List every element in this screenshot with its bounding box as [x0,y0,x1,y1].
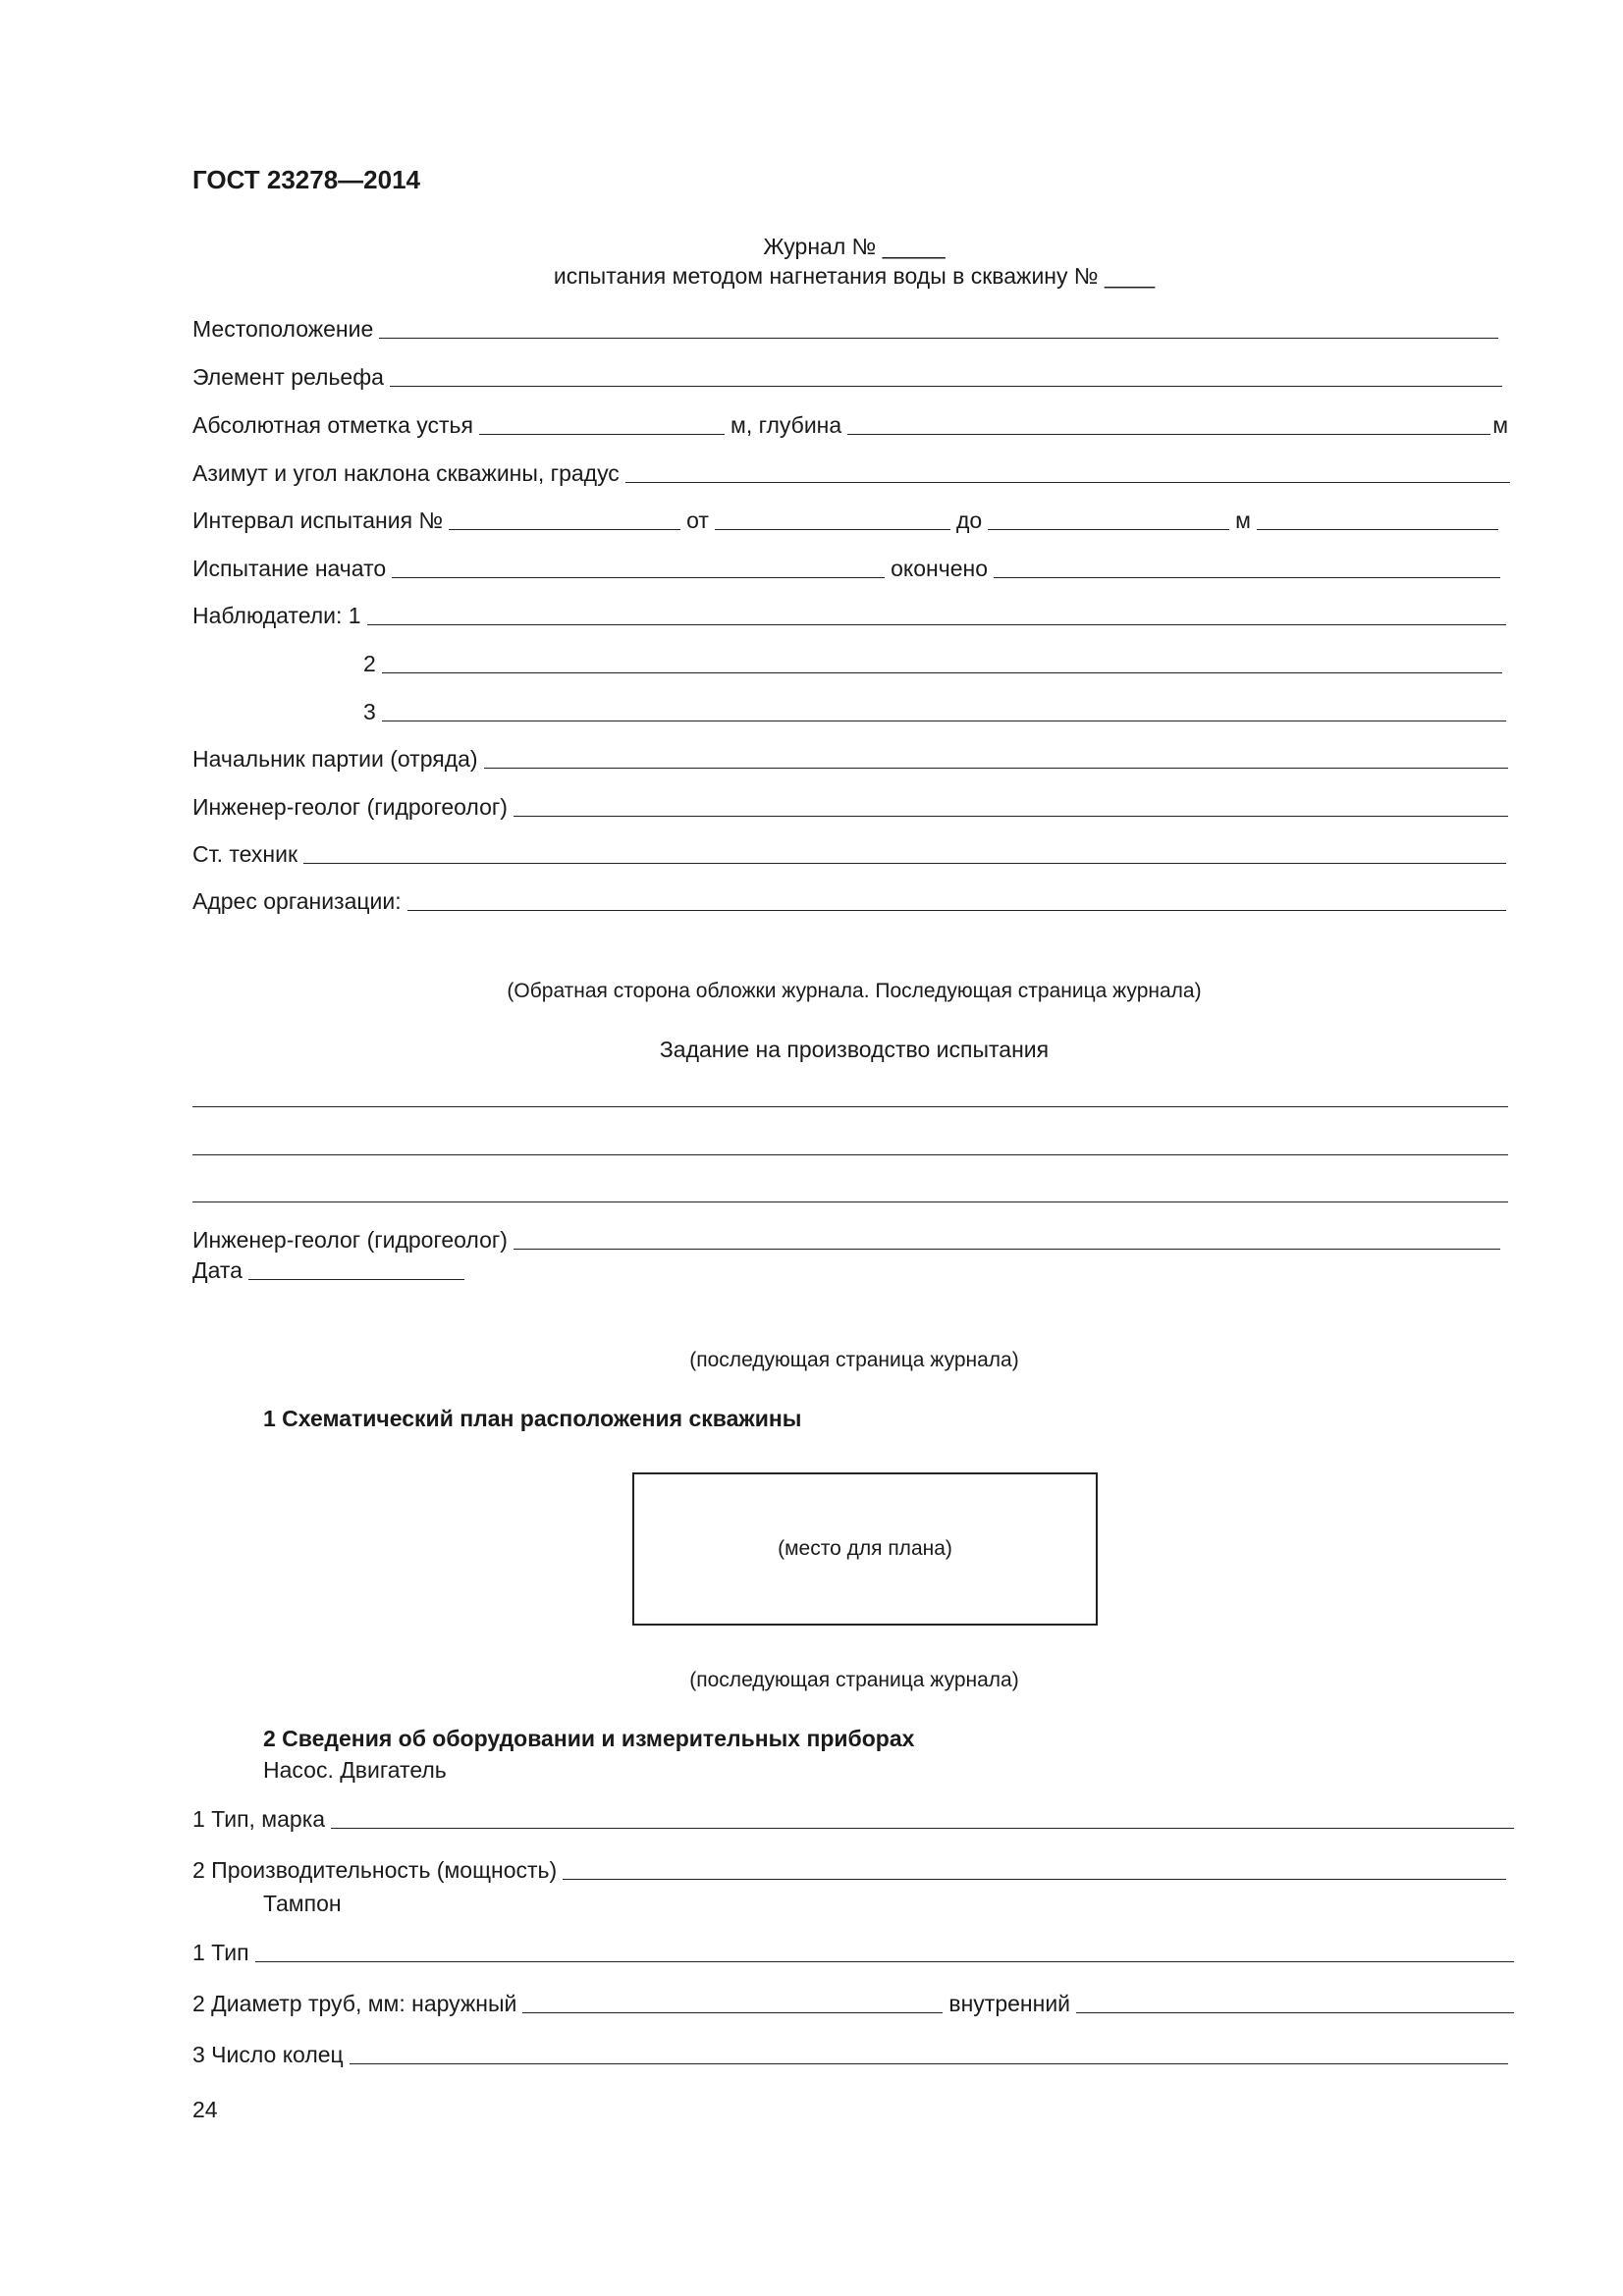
plan-placeholder: (место для плана) [778,1537,952,1561]
address-label: Адрес организации: [192,888,402,915]
task-engineer-field[interactable] [514,1227,1500,1250]
address-row [192,888,1512,916]
test-dates-row [192,556,1506,583]
observer3-label: 3 [363,699,376,725]
observer1-row [192,603,1512,630]
observer2-row [363,651,1508,678]
pump-title: Насос. Двигатель [263,1757,447,1783]
interval-row [192,507,1504,535]
started-label: Испытание начато [192,556,387,582]
location-row [192,316,1504,344]
pump-type-field[interactable] [331,1806,1514,1829]
plan-box [632,1472,1098,1626]
back-cover-caption: (Обратная сторона обложки журнала. Последующая страница журнала) [507,980,1202,1002]
observer3-field[interactable] [382,699,1506,721]
inner-diameter-label: внутренний [948,1991,1071,2017]
depth-field[interactable] [847,412,1490,435]
address-field[interactable] [407,888,1506,911]
abs-mark-row [192,412,1508,440]
tampon-type-row [192,1940,1520,1967]
technician-field[interactable] [303,841,1506,864]
technician-label: Ст. техник [192,841,298,868]
date-row [192,1257,470,1285]
observer1-field[interactable] [367,603,1506,625]
interval-unit-field[interactable] [1257,507,1498,530]
relief-row [192,364,1508,392]
engineer-field[interactable] [514,794,1508,817]
depth-unit: м [1492,412,1508,439]
engineer-row [192,794,1514,822]
section2-caption: (последующая страница журнала) [689,1669,1019,1691]
party-chief-label: Начальник партии (отряда) [192,746,478,773]
technician-row [192,841,1512,869]
journal-subtitle: испытания методом нагнетания воды в скважину № ____ [553,263,1156,289]
interval-unit: м [1235,507,1251,534]
section1-heading: 1 Схематический план расположения скважины [263,1406,802,1431]
to-label: до [955,507,983,534]
tampon-type-field[interactable] [255,1940,1514,1962]
observer3-row [363,699,1512,726]
pump-capacity-row [192,1857,1512,1885]
tampon-type-label: 1 Тип [192,1940,249,1966]
observer2-field[interactable] [382,651,1502,673]
to-field[interactable] [988,507,1229,530]
abs-mark-field[interactable] [479,412,725,435]
date-field[interactable] [248,1257,464,1280]
task-line-1[interactable] [192,1106,1508,1107]
section2-heading: 2 Сведения об оборудовании и измерительных приборах [263,1726,915,1751]
date-label: Дата [192,1257,243,1284]
inner-diameter-field[interactable] [1076,1991,1514,2013]
pump-type-label: 1 Тип, марка [192,1806,326,1833]
azimuth-row [192,460,1516,488]
rings-row [192,2042,1514,2069]
from-label: от [686,507,709,534]
interval-number-field[interactable] [449,507,680,530]
task-line-2[interactable] [192,1154,1508,1155]
pipe-diameter-row [192,1991,1520,2018]
pump-capacity-field[interactable] [563,1857,1506,1880]
abs-mark-label: Абсолютная отметка устья [192,412,473,439]
started-field[interactable] [392,556,885,578]
location-field[interactable] [379,316,1498,339]
party-chief-row [192,746,1514,774]
journal-title: Журнал № _____ [763,234,946,259]
party-chief-field[interactable] [484,746,1508,769]
task-line-3[interactable] [192,1201,1508,1202]
task-engineer-row [192,1227,1506,1255]
pump-type-row [192,1806,1520,1834]
rings-label: 3 Число колец [192,2042,344,2068]
observer2-label: 2 [363,651,376,677]
task-engineer-label: Инженер-геолог (гидрогеолог) [192,1227,508,1254]
engineer-label: Инженер-геолог (гидрогеолог) [192,794,508,821]
rings-field[interactable] [350,2042,1508,2064]
from-field[interactable] [715,507,950,530]
depth-label: м, глубина [730,412,842,439]
page-number: 24 [192,2097,218,2122]
azimuth-field[interactable] [625,460,1510,483]
interval-label: Интервал испытания № [192,507,444,534]
tampon-title: Тампон [263,1891,342,1916]
pipe-diameter-label: 2 Диаметр труб, мм: наружный [192,1991,517,2017]
finished-field[interactable] [994,556,1500,578]
azimuth-label: Азимут и угол наклона скважины, градус [192,460,620,487]
relief-field[interactable] [390,364,1502,387]
location-label: Местоположение [192,316,374,343]
pump-capacity-label: 2 Производительность (мощность) [192,1857,558,1884]
observers-label: Наблюдатели: 1 [192,603,361,629]
task-title: Задание на производство испытания [659,1037,1050,1062]
section1-caption: (последующая страница журнала) [689,1349,1019,1371]
finished-label: окончено [891,556,989,582]
document-code: ГОСТ 23278—2014 [192,165,420,194]
outer-diameter-field[interactable] [522,1991,943,2013]
relief-label: Элемент рельефа [192,364,384,391]
